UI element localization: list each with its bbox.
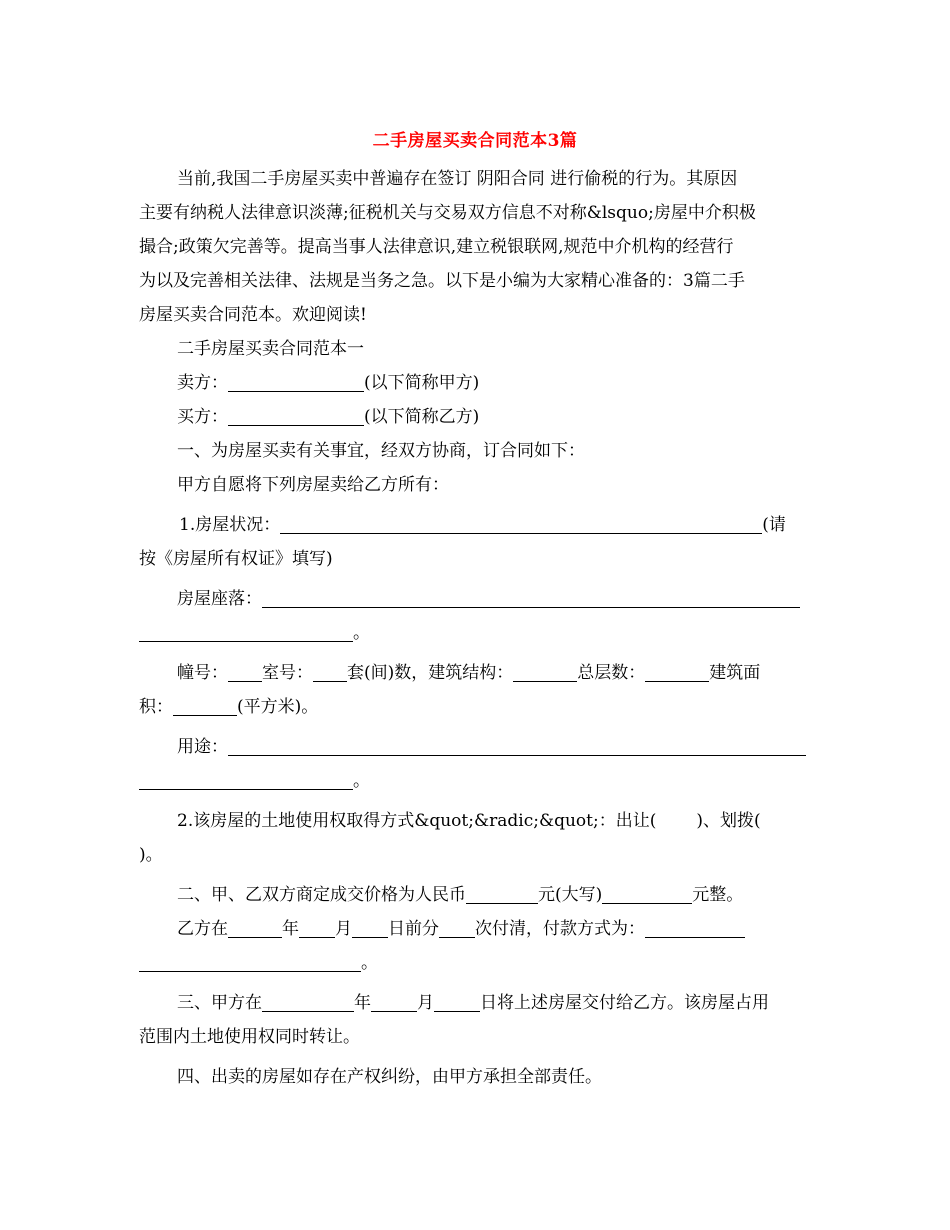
intro-text: 撮合;政策欠完善等。提高当事人法律意识,建立税银联网,规范中介机构的经营行 [139,237,734,257]
location-line [139,582,812,616]
payment-method-blank-2 [139,949,361,972]
clause-3-line [139,986,812,1020]
item-1-line [139,508,812,542]
clause-2-line [139,878,812,912]
buyer-blank [228,403,364,426]
area-unit: (平方米)。 [237,697,319,717]
structure-blank [513,659,577,682]
day-before-label: 日前分 [388,919,439,939]
intro-text: 为以及完善相关法律、法规是当务之急。以下是小编为大家精心准备的：3篇二手 [139,271,745,291]
delivery-day-blank [434,989,480,1012]
item-1-label: 1.房屋状况： [179,515,281,535]
intro-line [139,298,812,332]
item-1-blank [280,511,762,534]
payment-method-blank [645,915,745,938]
payment-day-blank [352,915,388,938]
item-2-text: 2.该房屋的土地使用权取得方式&quot;&radic;&quot;：出让( [177,811,657,831]
intro-text: 房屋买卖合同范本。欢迎阅读! [139,305,367,325]
intro-line [139,196,812,230]
building-no-label: 幢号： [177,663,228,683]
month-label: 月 [417,993,434,1013]
installments-blank [439,915,475,938]
clause-3-cont: 范围内土地使用权同时转让。 [139,1027,360,1047]
use-blank [228,733,806,756]
contract-heading: 二手房屋买卖合同范本一 [177,339,364,359]
clause-1-sub: 甲方自愿将下列房屋卖给乙方所有： [177,475,449,495]
seller-suffix: (以下简称甲方) [364,373,480,393]
seller-line [139,366,812,400]
area-blank [173,693,237,716]
item-2-line [139,804,812,838]
seller-blank [228,369,364,392]
document-title: 二手房屋买卖合同范本3篇 [372,131,578,151]
intro-line [139,230,812,264]
floors-blank [645,659,709,682]
delivery-year-blank [262,989,354,1012]
item-1-tail: (请 [762,515,786,535]
intro-text: 当前,我国二手房屋买卖中普遍存在签订 阴阳合同 进行偷税的行为。其原因 [177,169,738,189]
building-line [139,656,812,690]
document-body [139,162,812,1094]
period: 。 [361,953,378,973]
payment-line [139,912,812,946]
buyer-suffix: (以下简称乙方) [364,407,480,427]
clause-2-daxie: 元(大写) [538,885,603,905]
year-label: 年 [282,919,299,939]
intro-text: 主要有纳税人法律意识淡薄;征税机关与交易双方信息不对称&lsquo;房屋中介积极 [139,203,756,223]
payment-year-blank [228,915,282,938]
room-no-label: 室号： [262,663,313,683]
price-blank [466,881,538,904]
period: 。 [353,623,370,643]
building-no-blank [228,659,262,682]
location-cont [139,616,812,650]
payment-cont [139,946,812,980]
area-line [139,690,812,724]
use-label: 用途： [177,737,228,757]
buyer-line [139,400,812,434]
area-label-a: 建筑面 [709,663,761,683]
clause-3-text: 三、甲方在 [177,993,262,1013]
price-daxie-blank [602,881,692,904]
buyer-label: 买方： [177,407,228,427]
payment-month-blank [299,915,335,938]
item-2-text-b: )、划拨( [696,811,761,831]
payment-method-label: 次付清，付款方式为： [475,919,645,939]
use-line [139,730,812,764]
item-1-cont: 按《房屋所有权证》填写) [139,549,333,569]
use-cont [139,764,812,798]
month-label: 月 [335,919,352,939]
location-blank-2 [139,619,353,642]
year-label: 年 [354,993,371,1013]
floors-label: 总层数： [577,663,646,683]
payment-label: 乙方在 [177,919,228,939]
clause-4: 四、出卖的房屋如存在产权纠纷，由甲方承担全部责任。 [177,1067,602,1087]
period: 。 [353,771,370,791]
room-no-blank [313,659,347,682]
clause-3-text-b: 日将上述房屋交付给乙方。该房屋占用 [480,993,769,1013]
clause-2-text: 二、甲、乙双方商定成交价格为人民币 [177,885,466,905]
item-2-cont: )。 [139,845,163,865]
seller-label: 卖方： [177,373,228,393]
delivery-month-blank [371,989,417,1012]
use-blank-2 [139,767,353,790]
clause-1: 一、为房屋买卖有关事宜，经双方协商，订合同如下： [177,441,585,461]
units-label: 套(间)数，建筑结构： [347,663,514,683]
intro-line [139,264,812,298]
intro-line [139,162,812,196]
clause-2-end: 元整。 [692,885,744,905]
location-label: 房屋座落： [177,589,262,609]
location-blank [262,585,800,608]
area-label-b: 积： [139,697,173,717]
